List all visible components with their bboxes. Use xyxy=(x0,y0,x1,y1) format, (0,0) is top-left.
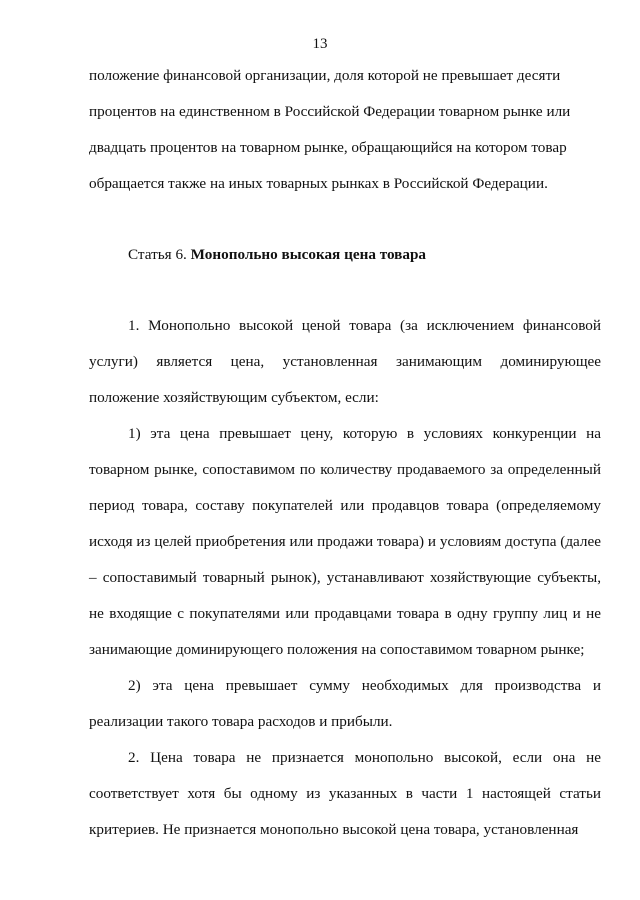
article-label: Статья 6. xyxy=(128,246,187,263)
paragraph-1: 1. Монопольно высокой ценой товара (за исключением финансовой услуги) является цена, установленная занимающим доминирующее положение хозяйствующим субъектом, если: xyxy=(89,317,601,406)
intro-line-4: обращается также на иных товарных рынках в Российской Федерации. xyxy=(89,175,548,192)
paragraph-1-item-1: 1) эта цена превышает цену, которую в условиях конкуренции на товарном рынке, сопоставимом по количеству продаваемого за определенный период товара, составу покупателей или продавцов товара (определяемому исходя из целей приобретения или продажи товара) и условиям доступа (далее – сопоставимый товарный рынок), устанавливают хозяйствующие субъекты, не входящие с покупателями или продавцами товара в одну группу лиц и не занимающие доминирующего положения на сопоставимом товарном рынке; xyxy=(89,425,601,658)
article-heading xyxy=(89,237,601,273)
document-body xyxy=(89,58,601,848)
intro-line-1: положение финансовой организации, доля которой не превышает десяти xyxy=(89,67,561,84)
intro-line-2: процентов на единственном в Российской Федерации товарном рынке или xyxy=(89,103,571,120)
paragraph-2: 2. Цена товара не признается монопольно высокой, если она не соответствует хотя бы одному из указанных в части 1 настоящей статьи критериев. Не признается монопольно высокой цена товара, установленная xyxy=(89,749,601,838)
article-title: Монопольно высокая цена товара xyxy=(190,246,427,263)
intro-line-3: двадцать процентов на товарном рынке, обращающийся на котором товар xyxy=(89,139,567,156)
page-number: 13 xyxy=(312,36,328,52)
paragraph-1-item-2: 2) эта цена превышает сумму необходимых для производства и реализации такого товара расходов и прибыли. xyxy=(89,677,601,730)
